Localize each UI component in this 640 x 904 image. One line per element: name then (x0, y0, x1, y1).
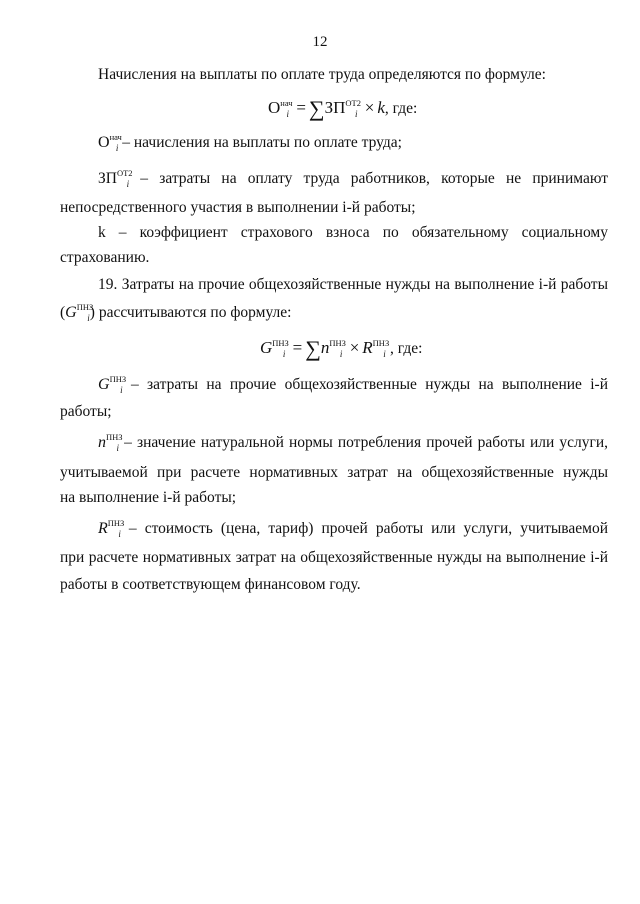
formula2-g-subscript: i (282, 349, 286, 359)
definition-k-line2: страхованию. (60, 249, 150, 266)
def-o-subscript: i (115, 143, 119, 153)
def-n-superscript: ПНЗ (106, 432, 123, 442)
def-o-superscript: нач (109, 132, 122, 142)
definition-g-line2: работы; (60, 403, 112, 420)
definition-r-line2: при расчете нормативных затрат на общехозяйственные нужды на выполнение i-й (60, 549, 608, 566)
def-zp-subscript: i (126, 179, 130, 189)
formula-overhead (260, 336, 422, 362)
page-number: 12 (312, 34, 328, 50)
definition-labor-costs-line1 (98, 168, 608, 189)
formula-o-symbol: О (268, 98, 281, 117)
def-r-symbol-group (98, 518, 125, 539)
formula2-equals: = (292, 338, 303, 357)
def-r-superscript: ПНЗ (107, 518, 125, 528)
definition-n-line3: на выполнение i-й работы; (60, 489, 237, 506)
def-zp-text: – затраты на оплату труда работников, которые не принимают (140, 170, 608, 187)
def-zp-superscript: ОТ2 (116, 168, 133, 178)
def-zp-symbol: ЗП (98, 170, 117, 187)
def-o-symbol: О (98, 134, 110, 151)
formula-suffix: , где: (384, 100, 418, 117)
formula-o-superscript: нач (280, 98, 293, 108)
intro-paragraph: Начисления на выплаты по оплате труда определяются по формуле: (98, 66, 546, 83)
formula2-times: × (349, 338, 360, 357)
def-o-text: – начисления на выплаты по оплате труда; (118, 134, 402, 151)
definition-r-line3: работы в соответствующем финансовом году. (60, 576, 361, 593)
definition-g-line1 (98, 374, 608, 395)
definition-r-line1 (98, 518, 608, 539)
def-n-text: – значение натуральной нормы потребления прочей работы или услуги, (124, 434, 609, 451)
item-19-open-paren: ( (60, 304, 66, 321)
item-19-g-superscript: ПНЗ (76, 302, 94, 312)
formula-o-subscript: i (286, 109, 290, 119)
item-19-g-subscript: i (87, 313, 90, 323)
def-g-symbol-group (98, 374, 127, 395)
definition-accruals (98, 132, 402, 153)
definition-n-line2: учитываемой при расчете нормативных затрат на общехозяйственные нужды (60, 464, 608, 481)
def-r-symbol: R (98, 520, 108, 537)
def-n-symbol-group (98, 432, 123, 453)
times-symbol: × (364, 98, 375, 117)
definition-labor-costs-line2: непосредственного участия в выполнении i-й работы; (60, 199, 416, 216)
sum-symbol: ∑ (308, 96, 325, 121)
item-19-line1: 19. Затраты на прочие общехозяйственные нужды на выполнение i-й работы (98, 276, 608, 293)
item-19-g-symbol: G (65, 304, 77, 321)
formula-zp-subscript: i (354, 109, 358, 119)
formula-zp-superscript: ОТ2 (345, 98, 361, 108)
def-r-subscript: i (118, 529, 121, 539)
def-zp-symbol-group (98, 168, 133, 189)
def-g-superscript: ПНЗ (109, 374, 127, 384)
formula2-n-superscript: ПНЗ (329, 338, 346, 348)
formula2-n-symbol: n (320, 338, 330, 357)
def-g-text: – затраты на прочие общехозяйственные нужды на выполнение i-й (130, 376, 609, 393)
def-n-symbol: n (98, 434, 106, 451)
def-g-subscript: i (120, 385, 123, 395)
formula-zp-symbol: ЗП (324, 98, 346, 117)
formula-accruals: $О^{нач}_i = \sum ЗП^{ОТ2}_i \times k$, где: (268, 96, 418, 121)
definition-n-line1 (98, 432, 608, 453)
formula2-g-symbol: G (260, 338, 273, 357)
formula2-r-superscript: ПНЗ (372, 338, 390, 348)
item-19-line2 (60, 302, 291, 323)
def-r-text: – стоимость (цена, тариф) прочей работы или услуги, учитываемой (128, 520, 608, 537)
formula2-r-subscript: i (383, 349, 386, 359)
formula2-g-superscript: ПНЗ (272, 338, 289, 348)
def-g-symbol: G (98, 376, 110, 393)
formula2-sum-symbol: ∑ (305, 336, 321, 361)
def-n-subscript: i (116, 443, 120, 453)
formula2-suffix: , где: (389, 340, 423, 357)
formula2-n-subscript: i (339, 349, 343, 359)
formula2-r-symbol: R (362, 338, 373, 357)
definition-k-line1: k – коэффициент страхового взноса по обязательному социальному (98, 224, 608, 241)
formula-k-symbol: k (377, 98, 385, 117)
item-19-text: ) рассчитываются по формуле: (89, 304, 292, 321)
